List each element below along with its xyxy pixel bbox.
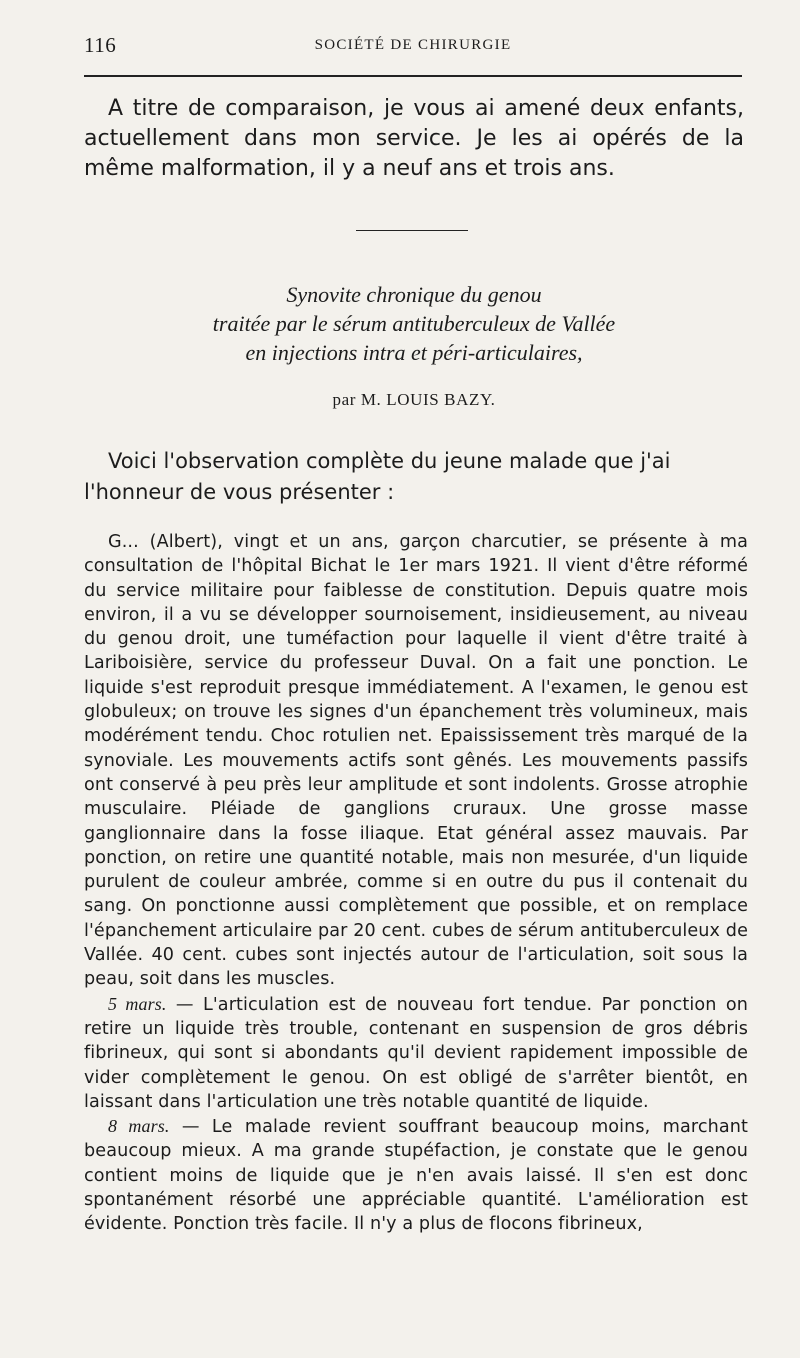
opening-paragraph: Voici l'observation complète du jeune malade que j'ai l'honneur de vous présenter :: [84, 449, 671, 504]
article-author: par M. LOUIS BAZY.: [332, 390, 496, 409]
observation-entry-8-mars: [84, 1114, 748, 1236]
running-head: SOCIÉTÉ DE CHIRURGIE: [314, 37, 512, 53]
article-title-line-3: en injections intra et péri-articulaires,: [245, 340, 583, 365]
section-divider: [356, 230, 468, 231]
observation-paragraph-1: G... (Albert), vingt et un ans, garçon charcutier, se présente à ma consultation de l'hôpital Bichat le 1er mars 1921. Il vient d'être réformé du service militaire pour faiblesse de constitution. Depuis quatre mois environ, il a vu se développer sournoisement, insidieusement, au niveau du genou droit, une tuméfaction pour laquelle il vient d'être traité à Lariboisière, service du professeur Duval. On a fait une ponction. Le liquide s'est reproduit presque immédiatement. A l'examen, le genou est globuleux; on trouve les signes d'un épanchement très volumineux, mais modérément tendu. Choc rotulien net. Epaississement très marqué de la synoviale. Les mouvements actifs sont gênés. Les mouvements passifs ont conservé à peu près leur amplitude et sont indolents. Grosse atrophie musculaire. Pléiade de ganglions cruraux. Une grosse masse ganglionnaire dans la fosse iliaque. Etat général assez mauvais. Par ponction, on retire une quantité notable, mais non mesurée, d'un liquide purulent de couleur ambrée, comme si en outre du pus il contenait du sang. On ponctionne aussi complètement que possible, et on remplace l'épanchement articulaire par 20 cent. cubes de sérum antituberculeux de Vallée. 40 cent. cubes sont injectés autour de l'articulation, soit sous la peau, soit dans les muscles.: [84, 532, 748, 990]
observation-entry-5-mars: [84, 992, 748, 1114]
intro-block: [84, 94, 744, 184]
opening-block: [84, 446, 744, 508]
entry-date: 5 mars.: [108, 993, 167, 1014]
article-title: [84, 280, 744, 367]
entry-text: — L'articulation est de nouveau fort tendue. Par ponction on retire un liquide très trouble, contenant en suspension de gros débris fibrineux, qui sont si abondants qu'il devient rapidement impossible de vider complètement le genou. On est obligé de s'arrêter bientôt, en laissant dans l'articulation une très notable quantité de liquide.: [84, 994, 748, 1112]
article-title-line-2: traitée par le sérum antituberculeux de Vallée: [212, 311, 616, 336]
entry-date: 8 mars.: [108, 1116, 170, 1137]
entry-text: — Le malade revient souffrant beaucoup moins, marchant beaucoup mieux. A ma grande stupéfaction, je constate que le genou contient moins de liquide que je n'en avais laissé. Il s'en est donc spontanément résorbé une appréciable quantité. L'amélioration est évidente. Ponction très facile. Il n'y a plus de flocons fibrineux,: [84, 1117, 748, 1235]
page-header: [84, 33, 742, 59]
intro-paragraph: A titre de comparaison, je vous ai amené deux enfants, actuellement dans mon service. Je les ai opérés de la même malformation, il y a neuf ans et trois ans.: [84, 96, 744, 181]
header-rule: [84, 75, 742, 77]
page-number: 116: [84, 33, 117, 57]
article-title-line-1: Synovite chronique du genou: [286, 282, 542, 307]
observation-block: [84, 530, 748, 1237]
